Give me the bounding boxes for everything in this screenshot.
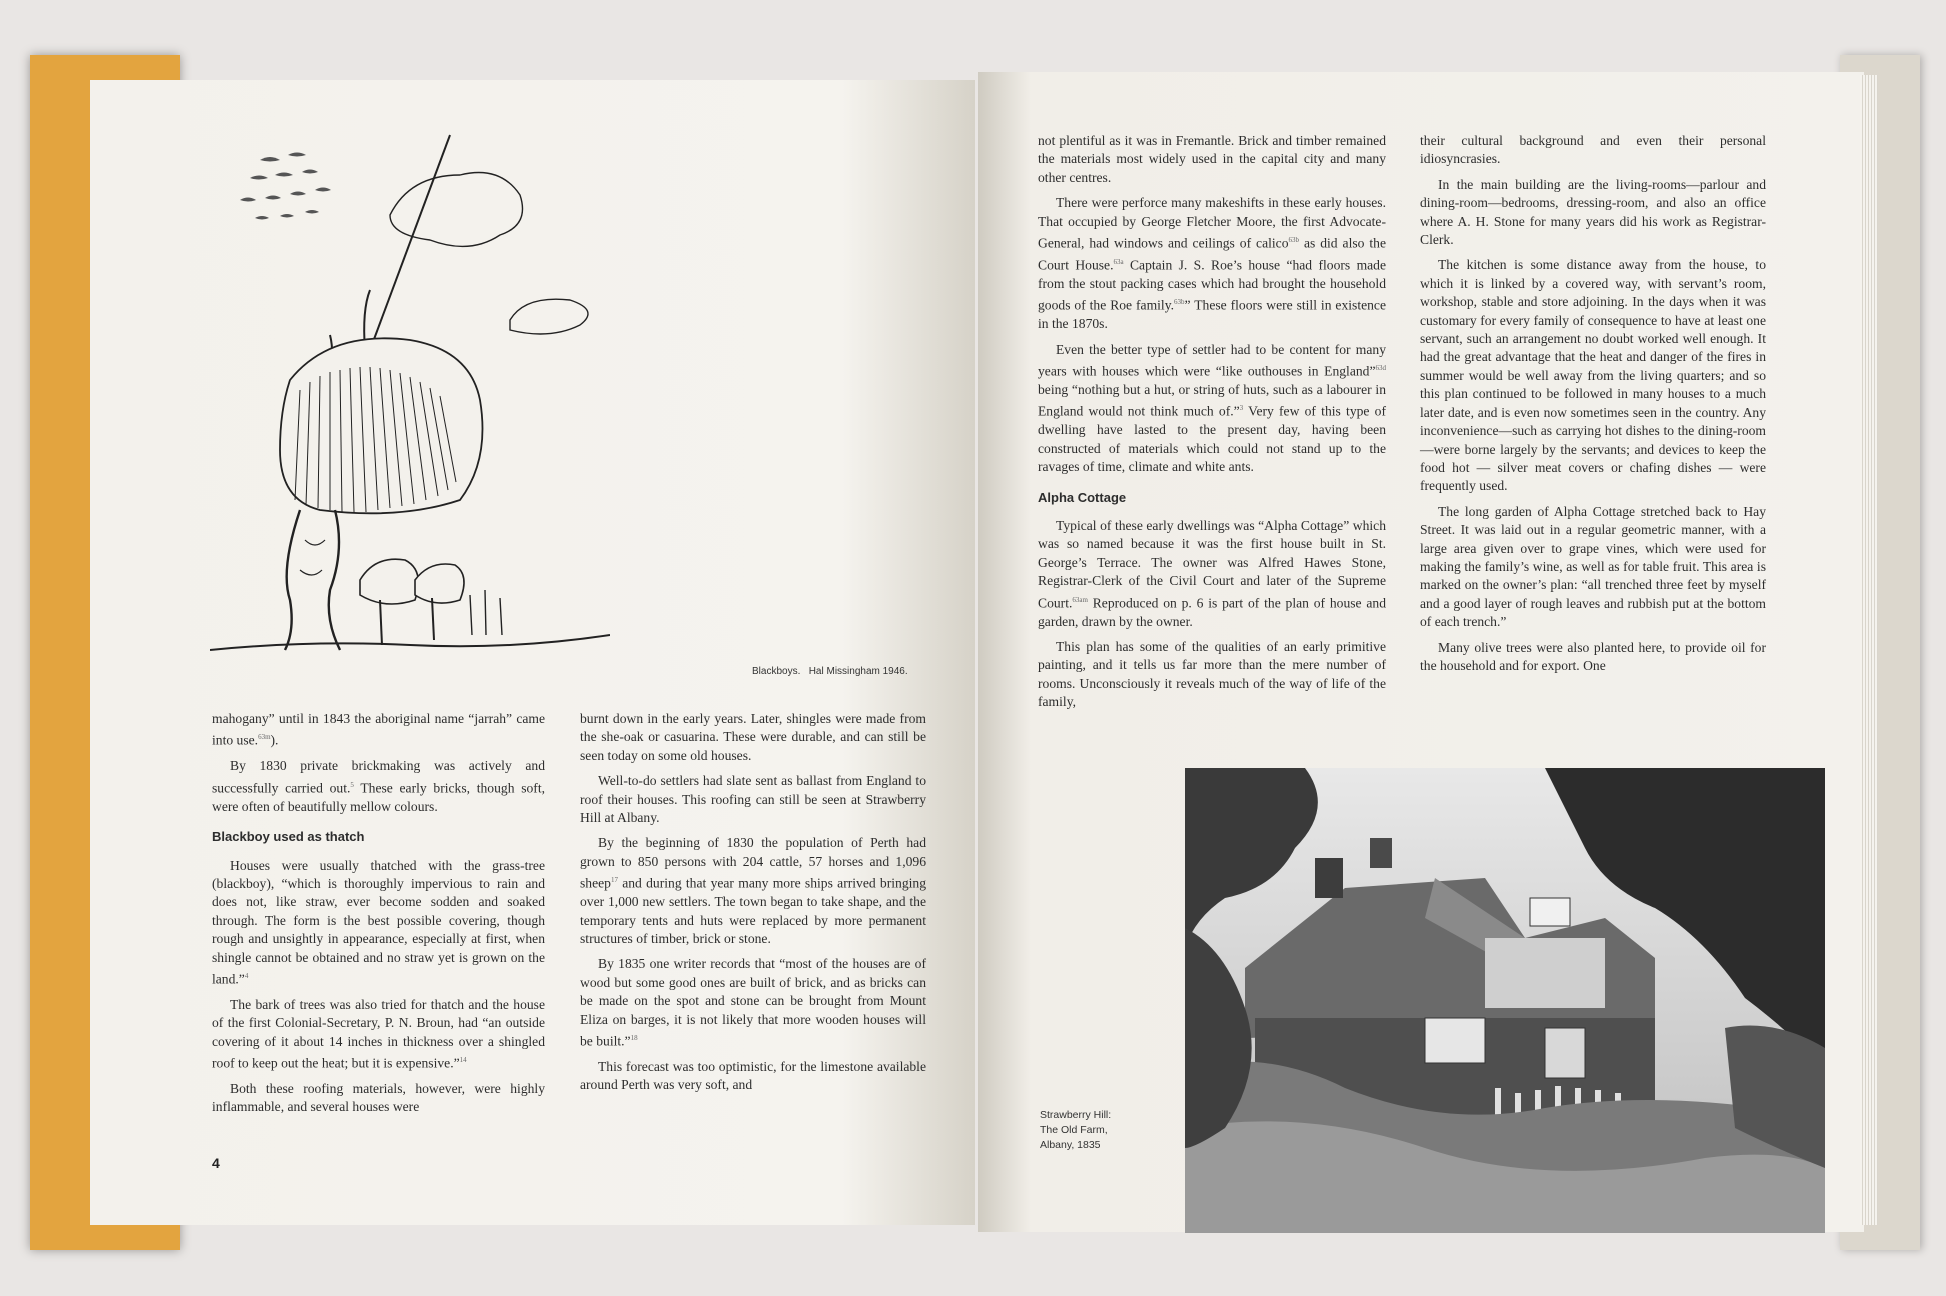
- paragraph: By 1830 private brickmaking was actively and successfully carried out.$^5$ These early bricks, though soft, were often of beautifully mellow colours.: [212, 758, 545, 814]
- paragraph: Both these roofing materials, however, were highly inflammable, and several houses were: [212, 1081, 545, 1115]
- paragraph: The long garden of Alpha Cottage stretched back to Hay Street. It was laid out in a regular geometric manner, with a large area given over to grape vines, which were used for making the family’s wine, as well as for table fruit. This area is marked on the owner’s plan: “all trenched three feet by myself and a good layer of rough leaves and rubbish put at the bottom of each trench.”: [1420, 503, 1766, 630]
- paragraph: Well-to-do settlers had slate sent as ballast from England to roof their houses. This roofing can still be seen at Strawberry Hill at Albany.: [580, 773, 926, 826]
- paragraph: their cultural background and even their personal idiosyncrasies.: [1420, 133, 1766, 167]
- paragraph: The bark of trees was also tried for thatch and the house of the first Colonial-Secretary, P. N. Broun, had “an outside covering of it about 14 inches in thickness over a shingled roof to keep out the heat; but it is expensive.”$^{14}$: [212, 996, 545, 1071]
- page-number: 4: [212, 1155, 220, 1171]
- paragraph: not plentiful as it was in Fremantle. Brick and timber remained the materials most widely used in the capital city and many other centres.: [1038, 133, 1386, 185]
- paragraph: Even the better type of settler had to be content for many years with houses which were “like outhouses in England”$^{63d}$ being “nothing but a hut, or string of huts, such as a labourer in England would not think much of.”$^3$ Very few of this type of dwelling have lasted to the present day, having been constructed of materials which could not stand up to the ravages of time, climate and white ants.: [1038, 341, 1386, 475]
- left-column-1: [212, 710, 545, 1124]
- photo-caption-line: Albany, 1835: [1040, 1139, 1101, 1151]
- photo-caption-line: Strawberry Hill:: [1040, 1109, 1112, 1121]
- page-edges: [1860, 75, 1878, 1225]
- section-heading: Alpha Cottage: [1038, 489, 1127, 505]
- paragraph: This plan has some of the qualities of an early primitive painting, and it tells us far more than the mere number of rooms. Unconsciously it reveals much of the way of life of the family,: [1038, 638, 1386, 710]
- paragraph: Many olive trees were also planted here, to provide oil for the household and for export. One: [1420, 639, 1766, 673]
- paragraph: Typical of these early dwellings was “Alpha Cottage” which was so named because it was the first house built in St. George’s Terrace. The owner was Alfred Hawes Stone, Registrar-Clerk of the Civil Court and later of the Supreme Court.$^{63am}$ Reproduced on p. 6 is part of the plan of house and garden, drawn by the owner.: [1038, 517, 1386, 629]
- photo-caption: [1040, 1108, 1111, 1153]
- right-column-2: [1420, 132, 1766, 682]
- strawberry-hill-photo: [1185, 768, 1825, 1233]
- paragraph: By 1835 one writer records that “most of the houses are of wood but some good ones are built of brick, and as bricks can be made on the spot and stone can be brought from Mount Eliza on barges, it is not likely that more wooden houses will be built.”$^{18}$: [580, 956, 926, 1049]
- illustration-caption: [752, 666, 908, 677]
- paragraph: There were perforce many makeshifts in these early houses. That occupied by George Fletcher Moore, the first Advocate-General, had windows and ceilings of calico$^{63b}$ as did also the Court House.$^{63a}$ Captain J. S. Roe’s house “had floors made from the stout packing cases which had brought the household goods of the Roe family.$^{63b}$” These floors were still in existence in the 1870s.: [1038, 195, 1387, 332]
- paragraph: mahogany” until in 1843 the aboriginal name “jarrah” came into use.$^{63m}$).: [212, 711, 545, 748]
- illustration-caption-artist: Hal Missingham 1946.: [808, 666, 908, 677]
- right-column-1: [1038, 132, 1386, 719]
- paragraph: burnt down in the early years. Later, shingles were made from the she-oak or casuarina. These were durable, and can still be seen today on some old houses.: [580, 711, 926, 763]
- paragraph: The kitchen is some distance away from the house, to which it is linked by a covered way, with servant’s room, workshop, stable and store adjoining. In the days when it was customary for every family of consequence to have at least one servant, such an arrangement no doubt worked well enough. It had the great advantage that the heat and danger of the fires in summer would be well away from the living quarters; and so this plan continued to be followed in many houses to a much later date, and is even now sometimes seen in the country. Any inconvenience—such as carrying hot dishes to the dining-room—were borne largely by the servants; and devices to keep the food hot — silver meat covers or chafing dishes — were frequently used.: [1420, 257, 1766, 494]
- blackboys-illustration: [210, 120, 610, 660]
- paragraph: This forecast was too optimistic, for the limestone available around Perth was very soft, and: [580, 1058, 926, 1093]
- paragraph: By the beginning of 1830 the population of Perth had grown to 850 persons with 204 cattle, 57 horses and 1,096 sheep$^{17}$ and during that year many more ships arrived bringing over 1,000 new settlers. The town began to take shape, and the temporary tents and huts were replaced by more permanent structures of timber, brick or stone.: [580, 835, 926, 946]
- illustration-caption-title: Blackboys.: [752, 666, 801, 677]
- paragraph: Houses were usually thatched with the grass-tree (blackboy), “which is thoroughly impervious to rain and does not, like straw, ever become sodden and soaked through. The form is the best possible covering, though rough and unsightly in appearance, especially at first, when shingle cannot be obtained and no straw yet is grown on the land.”$^4$: [212, 857, 545, 987]
- section-heading: Blackboy used as thatch: [212, 829, 365, 845]
- photo-caption-line: The Old Farm,: [1040, 1124, 1108, 1136]
- left-column-2: [580, 710, 926, 1102]
- paragraph: In the main building are the living-rooms—parlour and dining-room—bedrooms, dressing-room, and also an office where A. H. Stone for many years did his work as Registrar-Clerk.: [1420, 176, 1766, 248]
